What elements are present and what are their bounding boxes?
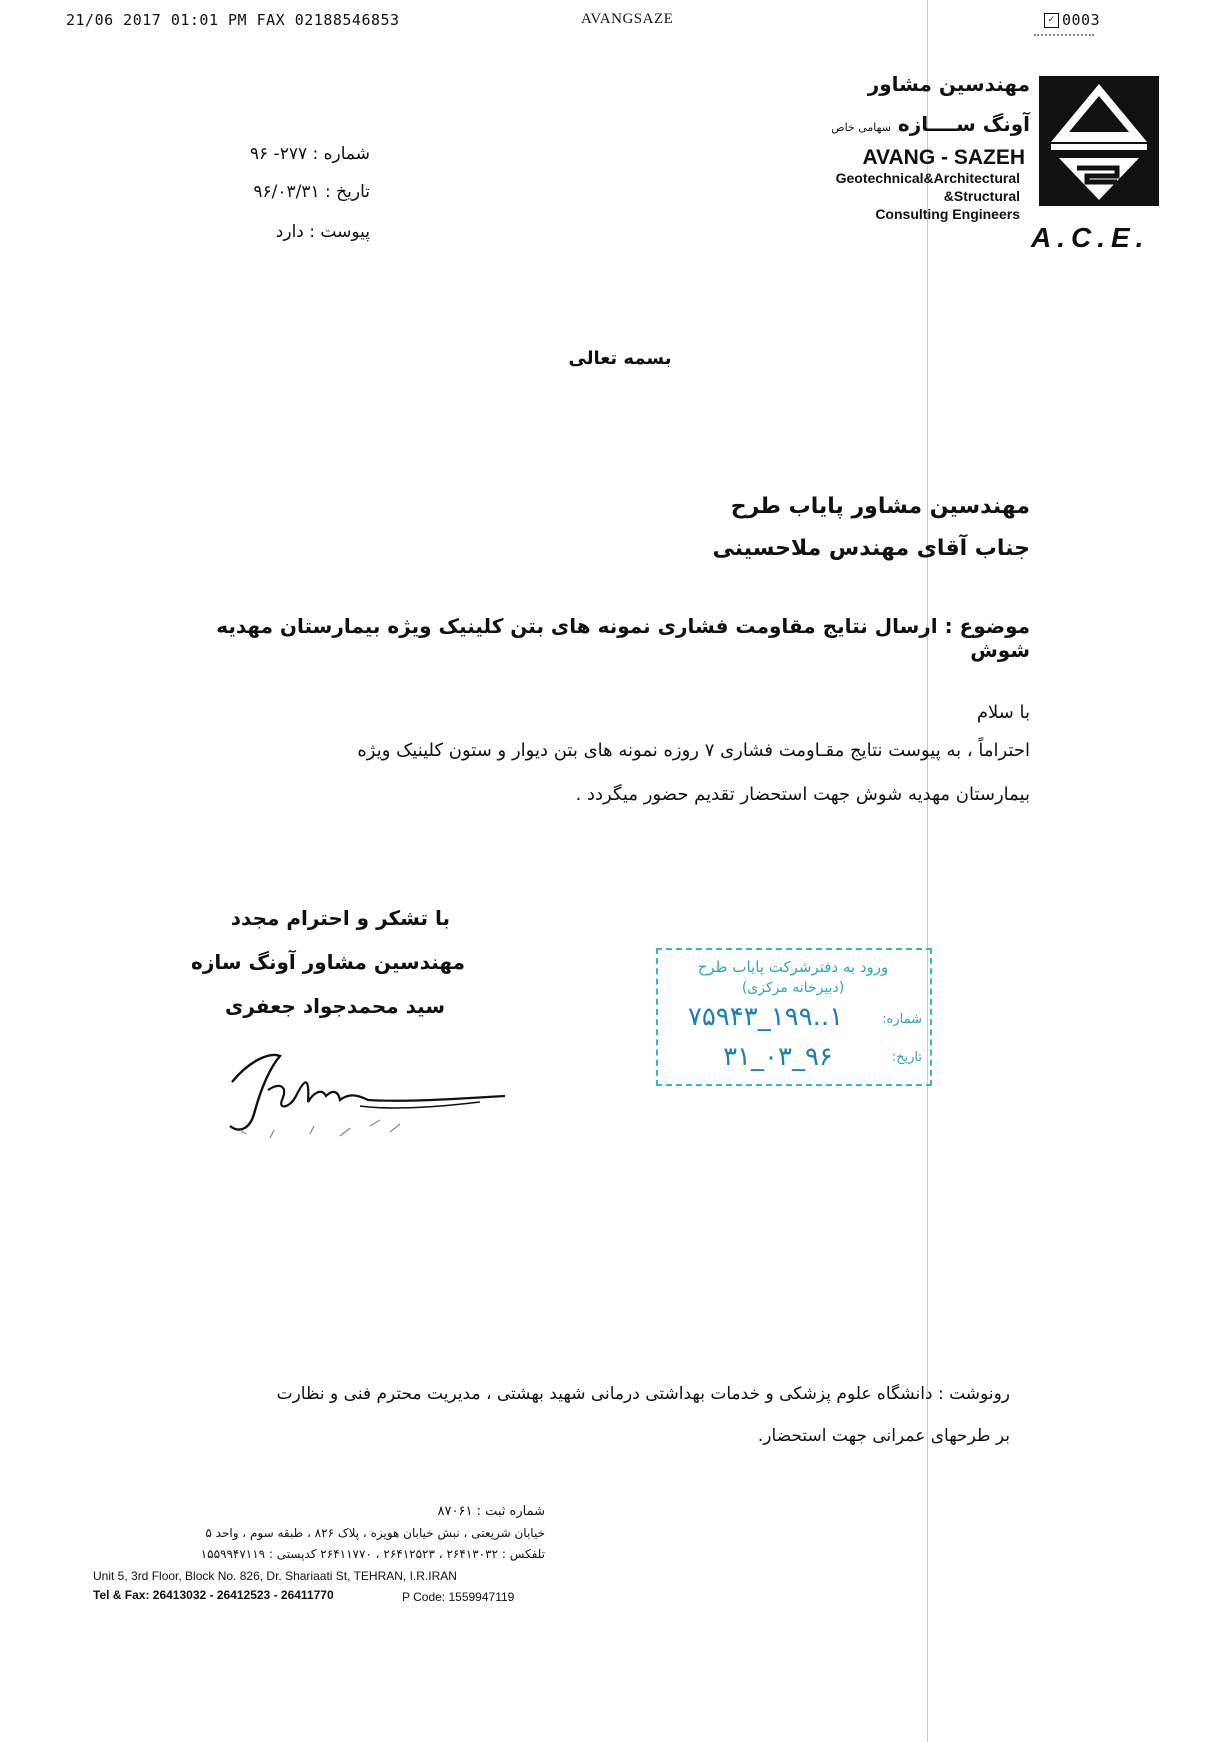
fax-header-left: 21/06 2017 01:01 PM FAX 02188546853 <box>66 11 400 29</box>
letter-attachment: پیوست : دارد <box>275 222 370 242</box>
footer-phone-fa: تلفکس : ۲۶۴۱۳۰۳۲ ، ۲۶۴۱۲۵۲۳ ، ۲۶۴۱۱۷۷۰ کدپستی : ۱۵۵۹۹۴۷۱۱۹ <box>200 1547 545 1561</box>
letterhead-company-fa: آونگ ســــازه <box>897 112 1030 136</box>
letterhead-company-suffix: سهامی خاص <box>831 121 891 134</box>
stamp-number-label: شماره: <box>882 1012 922 1027</box>
closing-line3: سید محمدجواد جعفری <box>224 994 445 1018</box>
recipient-line1: مهندسین مشاور پایاب طرح <box>730 494 1030 519</box>
handwritten-signature <box>210 1030 510 1150</box>
footer-pcode-en: P Code: 1559947119 <box>402 1590 515 1604</box>
subject-line: موضوع : ارسال نتایج مقاومت فشاری نمونه های بتن کلینیک ویژه بیمارستان مهدیه شوش <box>216 614 1030 662</box>
letterhead-fa-line1: مهندسین مشاور <box>867 72 1030 96</box>
fax-icon: ✓ <box>1044 13 1059 28</box>
letter-date: تاریخ : ۹۶/۰۳/۳۱ <box>253 182 370 202</box>
stamp-subtitle: (دبیرخانه مرکزی) <box>741 980 845 996</box>
body-line2: بیمارستان مهدیه شوش جهت استحضار تقدیم حضور میگردد . <box>575 784 1030 805</box>
letterhead-en-name: AVANG - SAZEH <box>862 146 1025 169</box>
footer-address-fa: خیابان شریعتی ، نبش خیابان هویزه ، پلاک ۸۲۶ ، طبقه سوم ، واحد ۵ <box>205 1526 545 1540</box>
letterhead-en-line1: Geotechnical&Architectural <box>835 170 1020 186</box>
cc-line2: بر طرحهای عمرانی جهت استحضار. <box>757 1426 1010 1446</box>
fax-dots <box>1034 34 1094 36</box>
fax-page-number <box>1044 11 1100 29</box>
closing-line1: با تشکر و احترام مجدد <box>230 906 450 930</box>
stamp-title: ورود به دفترشرکت پایاب طرح <box>697 958 889 976</box>
received-stamp <box>656 948 932 1086</box>
scan-fold-line <box>927 0 928 1742</box>
footer-reg: شماره ثبت : ۸۷۰۶۱ <box>437 1504 545 1519</box>
footer-tel-en: Tel & Fax: 26413032 - 26412523 - 26411770 <box>93 1588 334 1602</box>
stamp-date-label: تاریخ: <box>891 1050 922 1065</box>
invocation: بسمه تعالی <box>568 348 672 369</box>
letterhead-en-line2: &Structural <box>943 188 1020 204</box>
logo-text: A.C.E. <box>1031 222 1150 253</box>
fax-header-center: AVANGSAZE <box>581 11 674 27</box>
logo-mark-icon <box>1039 76 1159 206</box>
cc-line1 <box>180 1384 1010 1404</box>
recipient-line2: جناب آقای مهندس ملاحسینی <box>712 536 1030 561</box>
fax-page-label: 0003 <box>1062 11 1101 29</box>
letter-number: شماره : ۲۷۷- ۹۶ <box>249 144 370 164</box>
company-logo <box>1039 76 1159 206</box>
stamp-number-value: ۱..۱۹۹_۷۵۹۴۳ <box>687 1002 844 1032</box>
letterhead-fa-line2 <box>790 112 1030 136</box>
closing-line2: مهندسین مشاور آونگ سازه <box>191 950 465 974</box>
footer-address-en: Unit 5, 3rd Floor, Block No. 826, Dr. Shariaati St, TEHRAN, I.R.IRAN <box>93 1569 457 1583</box>
stamp-date-value: ۹۶_۰۳_۳۱ <box>723 1042 833 1072</box>
body-line1: احتراماً ، به پیوست نتایج مقـاومت فشاری ۷ روزه نمونه های بتن دیوار و ستون کلینیک ویژه <box>357 740 1030 761</box>
cc-text-1: رونوشت : دانشگاه علوم پزشکی و خدمات بهداشتی درمانی شهید بهشتی ، مدیریت محترم فنی و نظارت <box>276 1384 1010 1404</box>
greeting: با سلام <box>976 702 1030 723</box>
letterhead-en-line3: Consulting Engineers <box>875 206 1020 222</box>
